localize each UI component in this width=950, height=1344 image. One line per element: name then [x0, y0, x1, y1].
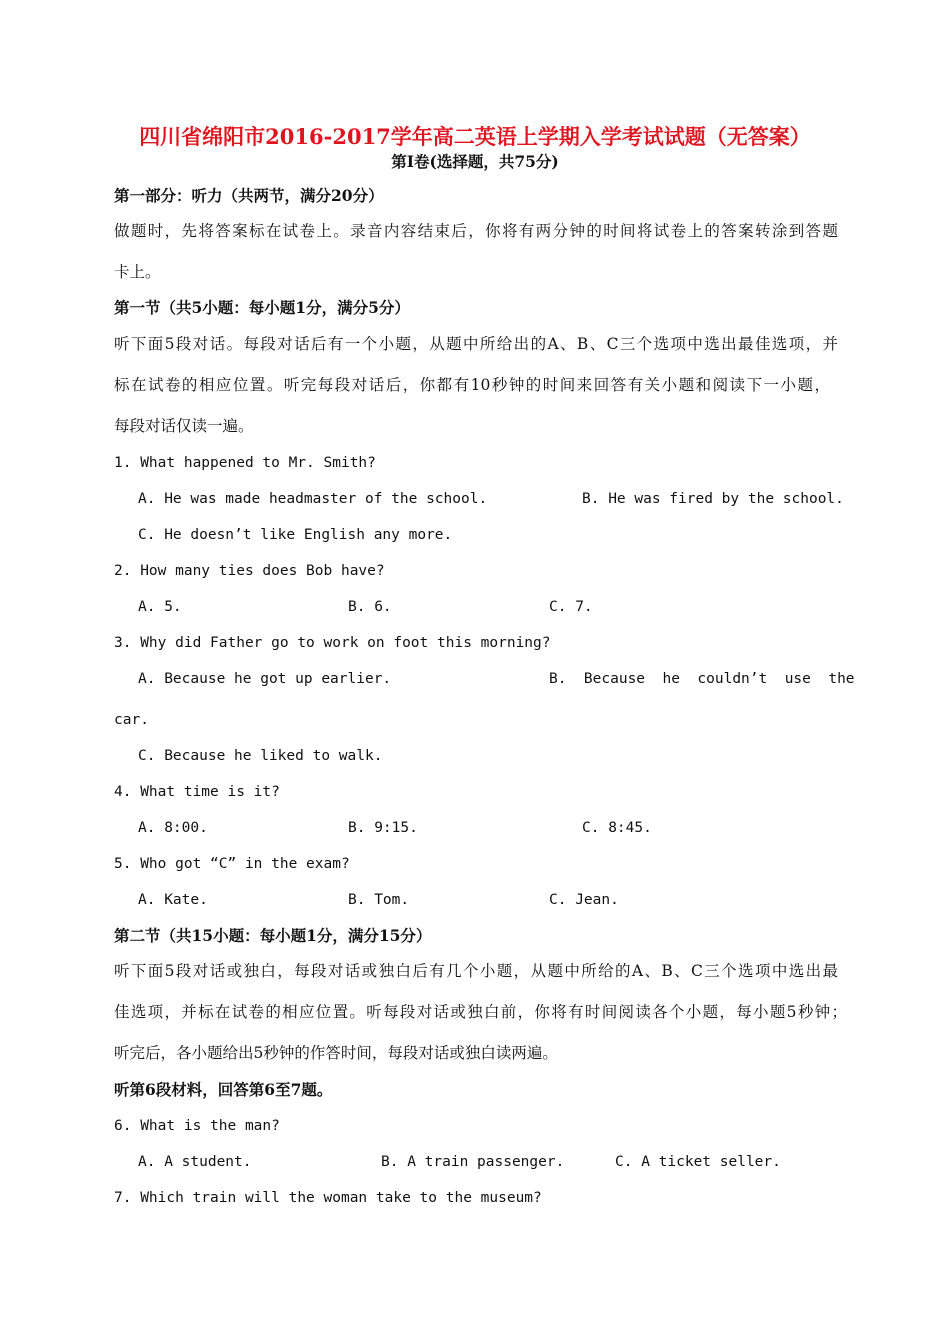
- question-stem: 1. What happened to Mr. Smith?: [114, 455, 376, 471]
- section2-instruction-line: 听完后，各小题给出5秒钟的作答时间，每段对话或独白读两遍。: [114, 1044, 558, 1062]
- section1-instruction-line: 听下面5段对话。每段对话后有一个小题，从题中所给出的A、B、C三个选项中选出最佳选项，并: [114, 335, 838, 353]
- part1-heading: 第一部分：听力（共两节，满分20分）: [114, 186, 384, 205]
- part1-instruction-line: 做题时，先将答案标在试卷上。录音内容结束后，你将有两分钟的时间将试卷上的答案转涂到答题: [114, 222, 838, 240]
- option-c: C. Jean.: [549, 892, 619, 908]
- section1-instruction-line: 每段对话仅读一遍。: [114, 417, 254, 435]
- question-stem: 7. Which train will the woman take to the museum?: [114, 1190, 542, 1206]
- option-a: A. 5.: [138, 599, 182, 615]
- section1-heading: 第一节（共5小题：每小题1分，满分5分）: [114, 298, 410, 317]
- exam-title: 四川省绵阳市2016-2017学年高二英语上学期入学考试试题（无答案）: [139, 124, 811, 149]
- option-b: B. Because he couldn’t use the: [549, 671, 855, 687]
- option-b: B. A train passenger.: [381, 1154, 565, 1170]
- option-b: B. 9:15.: [348, 820, 418, 836]
- option-c: C. A ticket seller.: [615, 1154, 781, 1170]
- option-a: A. He was made headmaster of the school.: [138, 491, 488, 507]
- option-b: B. 6.: [348, 599, 392, 615]
- option-b: B. Tom.: [348, 892, 410, 908]
- option-a: A. A student.: [138, 1154, 252, 1170]
- question-stem: 3. Why did Father go to work on foot this morning?: [114, 635, 551, 651]
- question-stem: 4. What time is it?: [114, 784, 280, 800]
- option-a: A. Kate.: [138, 892, 208, 908]
- option-c: C. Because he liked to walk.: [138, 748, 383, 764]
- part1-instruction-line: 卡上。: [114, 263, 161, 281]
- option-c: C. He doesn’t like English any more.: [138, 527, 453, 543]
- option-a: A. Because he got up earlier.: [138, 671, 392, 687]
- question-stem: 2. How many ties does Bob have?: [114, 563, 385, 579]
- option-c: C. 8:45.: [582, 820, 652, 836]
- option-b: B. He was fired by the school.: [582, 491, 844, 507]
- question-stem: 6. What is the man?: [114, 1118, 280, 1134]
- section2-instruction-line: 佳选项，并标在试卷的相应位置。听每段对话或独白前，你将有时间阅读各个小题，每小题5秒钟；: [114, 1003, 847, 1021]
- question-stem: 5. Who got “C” in the exam?: [114, 856, 350, 872]
- option-b-continued: car.: [114, 712, 149, 728]
- section2-heading: 第二节（共15小题：每小题1分，满分15分）: [114, 926, 432, 945]
- section2-instruction-line: 听下面5段对话或独白，每段对话或独白后有几个小题，从题中所给的A、B、C三个选项中选出最: [114, 962, 838, 980]
- material-heading: 听第6段材料，回答第6至7题。: [114, 1080, 333, 1099]
- section1-instruction-line: 标在试卷的相应位置。听完每段对话后，你都有10秒钟的时间来回答有关小题和阅读下一小题，: [114, 376, 830, 394]
- option-c: C. 7.: [549, 599, 593, 615]
- option-a: A. 8:00.: [138, 820, 208, 836]
- exam-subtitle: 第Ⅰ卷(选择题，共75分): [391, 152, 559, 171]
